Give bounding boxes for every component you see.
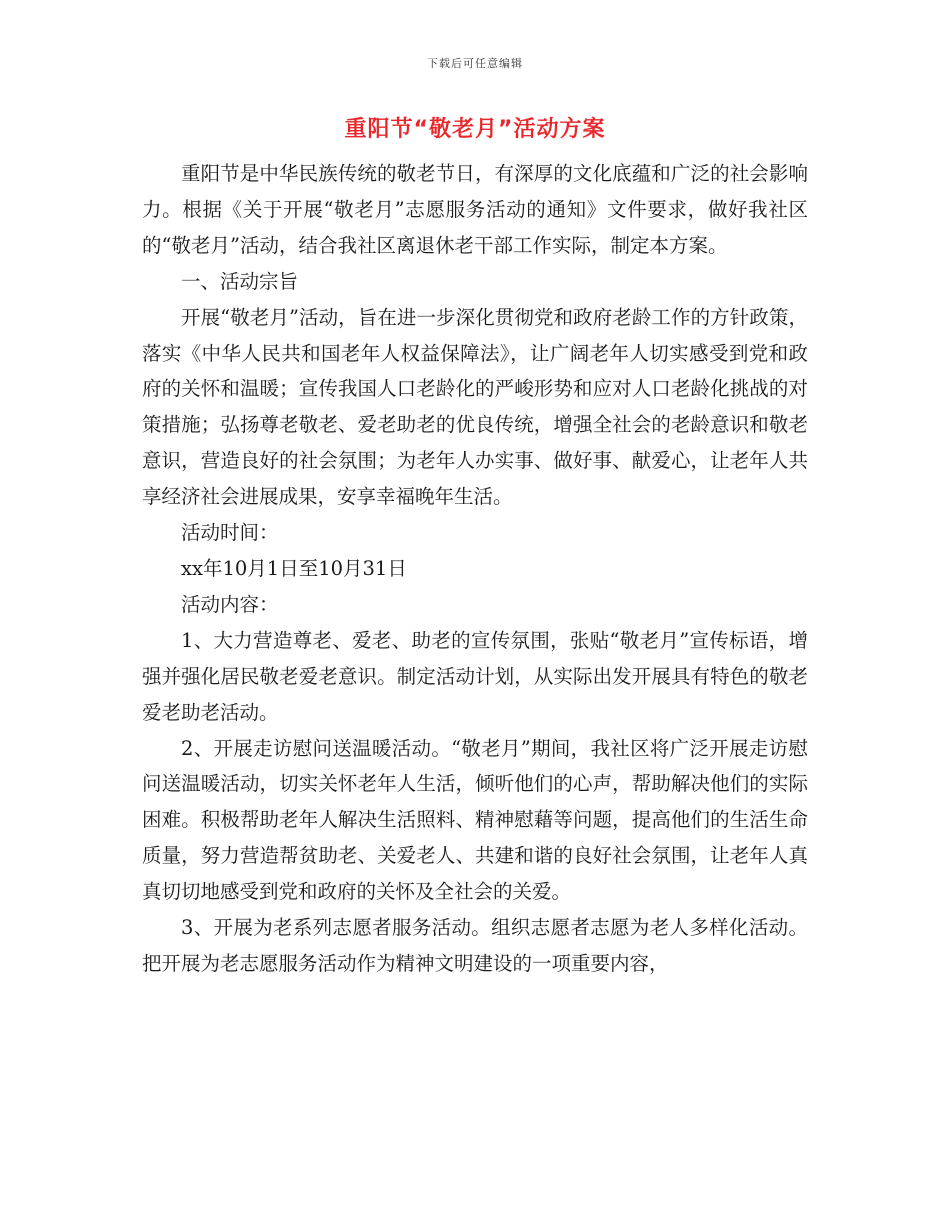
document-title: 重阳节“敬老月”活动方案 [344, 117, 606, 142]
document-body [142, 156, 808, 982]
header-note: 下载后可任意编辑 [427, 57, 523, 70]
paragraph-content-item-1: 1、大力营造尊老、爱老、助老的宣传氛围，张贴“敬老月”宣传标语，增强并强化居民敬老爱老意识。制定活动计划，从实际出发开展具有特色的敬老爱老助老活动。 [142, 628, 808, 724]
section-heading-purpose: 一、活动宗旨 [181, 269, 299, 293]
label-activity-content: 活动内容： [181, 592, 279, 616]
label-activity-time: 活动时间： [181, 521, 279, 545]
paragraph-purpose: 开展“敬老月”活动，旨在进一步深化贯彻党和政府老龄工作的方针政策，落实《中华人民共和国老年人权益保障法》，让广阔老年人切实感受到党和政府的关怀和温暖；宣传我国人口老龄化的严峻形势和应对人口老龄化挑战的对策措施；弘扬尊老敬老、爱老助老的优良传统，增强全社会的老龄意识和敬老意识，营造良好的社会氛围；为老年人办实事、做好事、献爱心，让老年人共享经济社会进展成果，安享幸福晚年生活。 [142, 305, 808, 509]
paragraph-activity-time: xx年10月1日至10月31日 [181, 556, 407, 580]
paragraph-content-item-2: 2、开展走访慰问送温暖活动。“敬老月”期间，我社区将广泛开展走访慰问送温暖活动，切实关怀老年人生活，倾听他们的心声，帮助解决他们的实际困难。积极帮助老年人解决生活照料、精神慰藉等问题，提高他们的生活生命质量，努力营造帮贫助老、关爱老人、共建和谐的良好社会氛围，让老年人真真切切地感受到党和政府的关怀及全社会的关爱。 [142, 736, 808, 904]
paragraph-intro: 重阳节是中华民族传统的敬老节日，有深厚的文化底蕴和广泛的社会影响力。根据《关于开展“敬老月”志愿服务活动的通知》文件要求，做好我社区的“敬老月”活动，结合我社区离退休老干部工作实际，制定本方案。 [142, 162, 808, 257]
paragraph-content-item-3: 3、开展为老系列志愿者服务活动。组织志愿者志愿为老人多样化活动。把开展为老志愿服务活动作为精神文明建设的一项重要内容， [142, 916, 808, 975]
